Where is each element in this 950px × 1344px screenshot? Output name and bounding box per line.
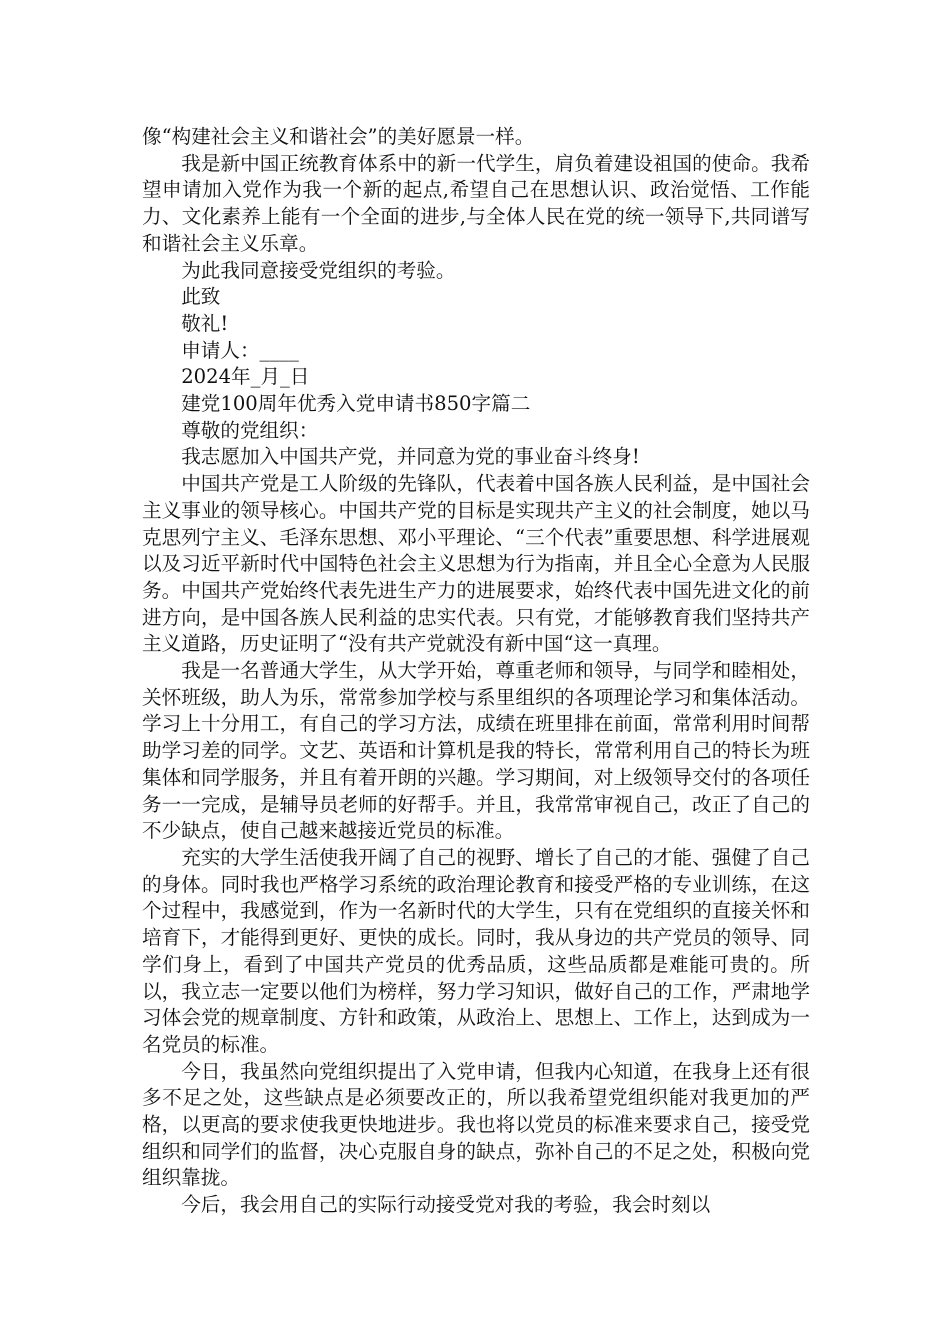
paragraph-continuation: 像“构建社会主义和谐社会”的美好愿景一样。 <box>142 125 535 148</box>
document-page <box>142 124 810 1219</box>
paragraph-party-description: 中国共产党是工人阶级的先锋队，代表着中国各族人民利益，是中国社会主义事业的领导核心。中国共产党的目标是实现共产主义的社会制度，她以马克思列宁主义、毛泽东思想、邓小平理论、“三个代表”重要思想、科学进展观以及习近平新时代中国特色社会主义思想为行为指南，并且全心全意为人民服务。中国共产党始终代表先进生产力的进展要求，始终代表中国先进文化的前进方向，是中国各族人民利益的忠实代表。只有党，才能够教育我们坚持共产主义道路，历史证明了“没有共产党就没有新中国“这一真理。 <box>142 472 810 656</box>
paragraph-future: 今后，我会用自己的实际行动接受党对我的考验，我会时刻以 <box>181 1193 711 1217</box>
application-date: 2024年_月_日 <box>181 365 310 389</box>
paragraph-college-life: 充实的大学生活使我开阔了自己的视野、增长了自己的才能、强健了自己的身体。同时我也严格学习系统的政治理论教育和接受严格的专业训练，在这个过程中，我感觉到，作为一名新时代的大学生，只有在党组织的直接关怀和培育下，才能得到更好、更快的成长。同时，我从身边的共产党员的领导、同学们身上，看到了中国共产党员的优秀品质，这些品质都是难能可贵的。所以，我立志一定要以他们为榜样，努力学习知识，做好自己的工作，严肃地学习体会党的规章制度、方针和政策，从政治上、思想上、工作上，达到成为一名党员的标准。 <box>142 845 810 1056</box>
closing-regards: 敬礼! <box>181 311 229 335</box>
paragraph-new-generation: 我是新中国正统教育体系中的新一代学生，肩负着建设祖国的使命。我希望申请加入党作为我一个新的起点,希望自己在思想认识、政治觉悟、工作能力、文化素养上能有一个全面的进步,与全体人民在党的统一领导下,共同谱写和谐社会主义乐章。 <box>142 151 810 255</box>
paragraph-pledge: 我志愿加入中国共产党，并同意为党的事业奋斗终身! <box>181 445 640 469</box>
paragraph-student-self: 我是一名普通大学生，从大学开始，尊重老师和领导，与同学和睦相处，关怀班级，助人为乐，常常参加学校与系里组织的各项理论学习和集体活动。学习上十分用工，有自己的学习方法，成绩在班里排在前面，常常利用时间帮助学习差的同学。文艺、英语和计算机是我的特长，常常利用自己的特长为班集体和同学服务，并且有着开朗的兴趣。学习期间，对上级领导交付的各项任务一一完成，是辅导员老师的好帮手。并且，我常常审视自己，改正了自己的不少缺点，使自己越来越接近党员的标准。 <box>142 659 810 843</box>
greeting: 尊敬的党组织： <box>181 418 319 442</box>
closing-salutation: 此致 <box>181 285 221 309</box>
paragraph-accept-test: 为此我同意接受党组织的考验。 <box>181 258 456 282</box>
applicant-signature: 申请人：____ <box>181 338 299 362</box>
section-title: 建党100周年优秀入党申请书850字篇二 <box>181 392 531 416</box>
paragraph-shortcomings: 今日，我虽然向党组织提出了入党申请，但我内心知道，在我身上还有很多不足之处，这些缺点是必须要改正的，所以我希望党组织能对我更加的严格，以更高的要求使我更快地进步。我也将以党员的标准来要求自己，接受党组织和同学们的监督，决心克服自身的缺点，弥补自己的不足之处，积极向党组织靠拢。 <box>142 1059 810 1190</box>
